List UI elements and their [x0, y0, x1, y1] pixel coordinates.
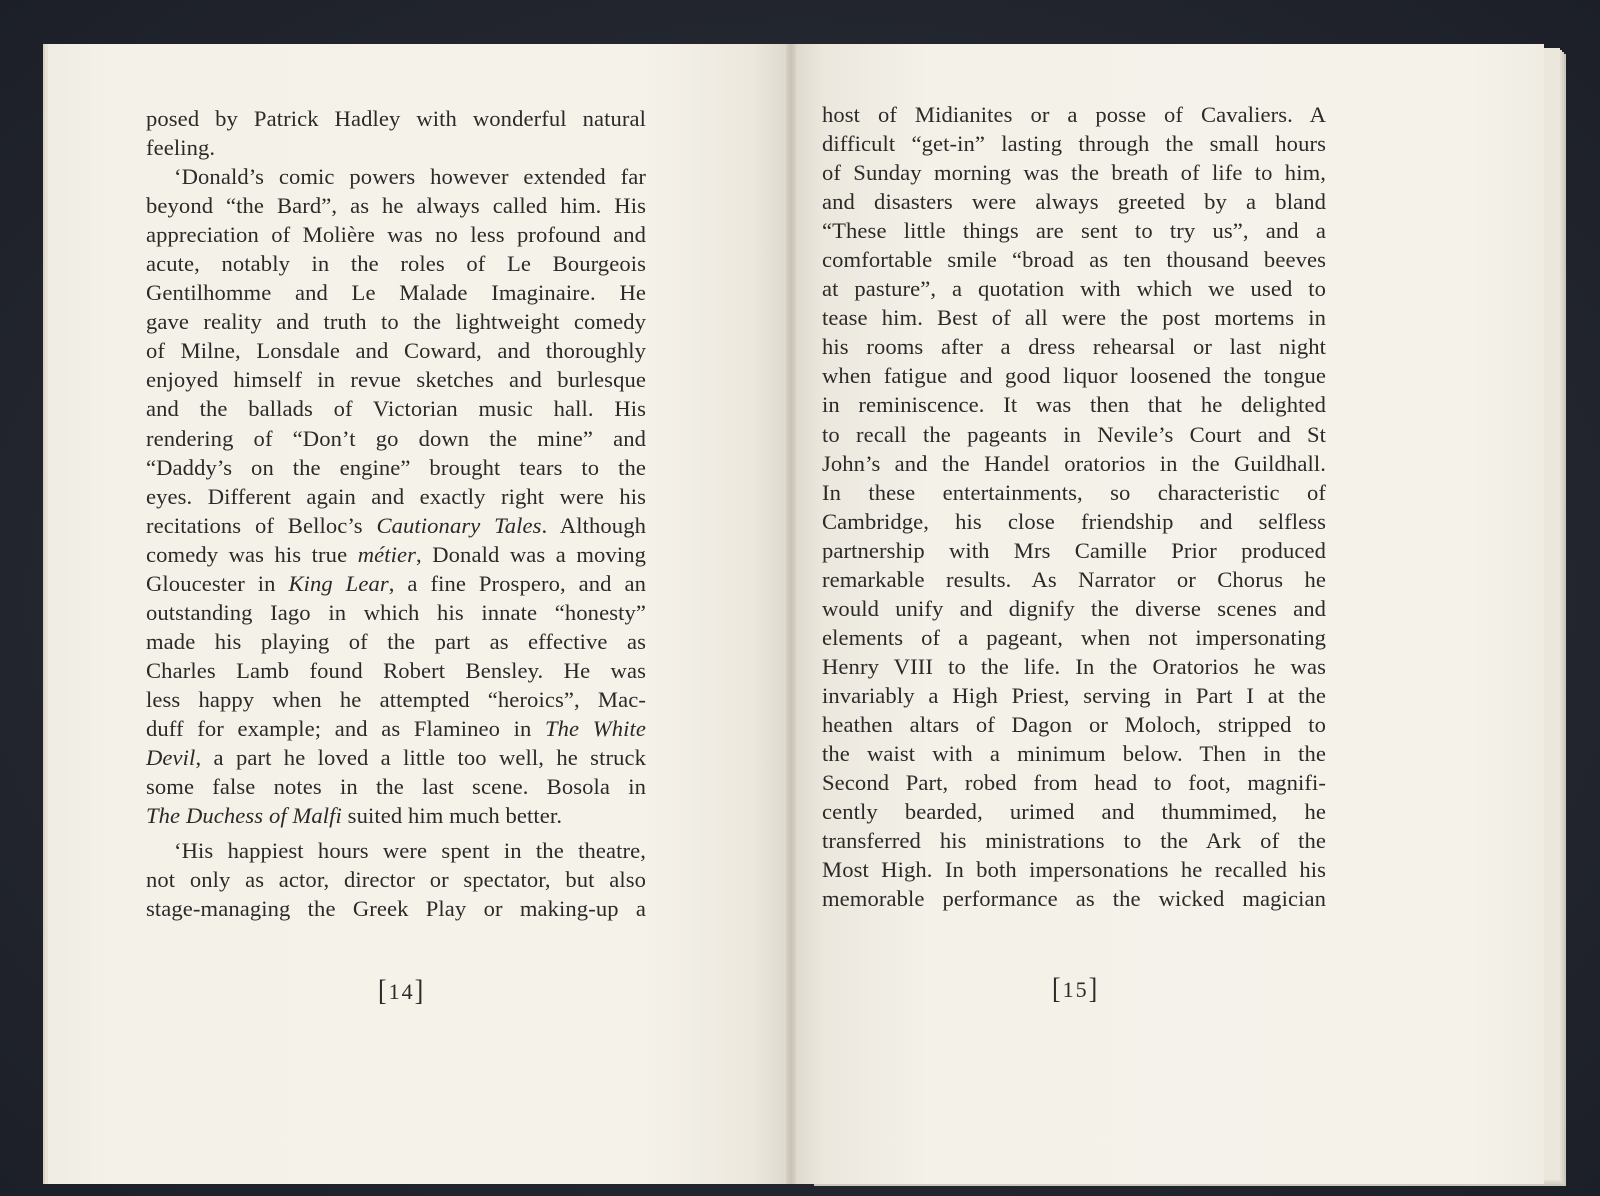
right-folio-value: 15	[1062, 977, 1089, 1002]
text-segment: . Although	[541, 512, 646, 538]
text-line: Second Part, robed from head to foot, magnifi-	[822, 770, 1326, 796]
text-line: would unify and dignify the diverse scenes and	[822, 595, 1326, 621]
text-line: elements of a pageant, when not impersonating	[822, 624, 1326, 650]
text-line	[146, 307, 646, 336]
left-page-number: [14]	[378, 973, 426, 1008]
text-line: when fatigue and good liquor loosened the tongue	[822, 363, 1326, 389]
text-line: host of Midianites or a posse of Cavaliers. A	[822, 102, 1326, 127]
text-segment: less happy when he attempted “heroics”, Mac-	[146, 686, 646, 712]
italic-title: The Duchess of Malfi	[146, 803, 342, 829]
text-segment: stage-managing the Greek Play or making-up a	[146, 896, 646, 922]
text-line: the waist with a minimum below. Then in the	[822, 741, 1326, 767]
text-line	[146, 394, 646, 423]
text-line: In these entertainments, so characteristic of	[822, 479, 1326, 505]
left-page-text	[146, 104, 646, 923]
text-line	[146, 424, 646, 453]
text-segment: eyes. Different again and exactly right were his	[146, 483, 646, 509]
text-line: memorable performance as the wicked magician	[822, 886, 1326, 912]
text-segment: Gentilhomme and Le Malade Imaginaire. He	[146, 280, 646, 306]
text-segment: outstanding Iago in which his innate “honesty”	[146, 599, 646, 625]
text-segment: , a fine Prospero, and an	[388, 570, 646, 596]
text-line	[146, 104, 646, 133]
left-folio-value: 14	[388, 979, 415, 1004]
book-gutter	[786, 44, 796, 1184]
italic-title: The White	[545, 715, 646, 741]
text-line	[146, 511, 646, 540]
text-line	[146, 865, 646, 894]
text-line: Cambridge, his close friendship and selfless	[822, 508, 1326, 534]
text-line: his rooms after a dress rehearsal or last night	[822, 334, 1326, 360]
text-line: comfortable smile “broad as ten thousand beeves	[822, 247, 1326, 273]
text-line: heathen altars of Dagon or Moloch, stripped to	[822, 711, 1326, 737]
text-line: “These little things are sent to try us”, and a	[822, 218, 1326, 244]
text-segment: , Donald was a moving	[416, 541, 647, 567]
text-line: partnership with Mrs Camille Prior produced	[822, 537, 1326, 563]
text-line: to recall the pageants in Nevile’s Court and St	[822, 421, 1326, 447]
text-line	[146, 482, 646, 511]
text-line: invariably a High Priest, serving in Part I at the	[822, 682, 1326, 708]
text-line	[146, 627, 646, 656]
text-line: difficult “get-in” lasting through the small hours	[822, 131, 1326, 157]
text-segment: made his playing of the part as effective as	[146, 628, 646, 654]
text-line	[146, 894, 646, 923]
text-line	[146, 836, 646, 865]
text-segment: beyond “the Bard”, as he always called him. His	[146, 193, 646, 219]
text-line: in reminiscence. It was then that he delighted	[822, 392, 1326, 418]
text-segment: appreciation of Molière was no less profound and	[146, 222, 646, 248]
text-segment: posed by Patrick Hadley with wonderful natural	[146, 106, 646, 131]
text-line	[146, 453, 646, 482]
italic-title: King Lear	[288, 570, 389, 596]
text-segment: ‘His happiest hours were spent in the theatre,	[174, 838, 646, 864]
text-segment: Gloucester in	[146, 570, 289, 596]
text-segment: not only as actor, director or spectator, but also	[146, 867, 646, 893]
text-line: Henry VIII to the life. In the Oratorios he was	[822, 653, 1326, 679]
text-segment: Charles Lamb found Robert Bensley. He was	[146, 657, 646, 683]
text-segment: “Daddy’s on the engine” brought tears to the	[146, 454, 646, 480]
text-line	[146, 133, 646, 162]
text-line	[146, 220, 646, 249]
text-line	[146, 336, 646, 365]
text-line	[146, 162, 646, 191]
text-line	[146, 598, 646, 627]
text-line	[146, 714, 646, 743]
text-segment: enjoyed himself in revue sketches and burlesque	[146, 367, 646, 393]
text-segment: some false notes in the last scene. Bosola in	[146, 774, 646, 800]
text-line: remarkable results. As Narrator or Chorus he	[822, 566, 1326, 592]
right-page-number: [15]	[1052, 971, 1100, 1006]
text-segment: feeling.	[146, 135, 216, 161]
text-segment: rendering of “Don’t go down the mine” and	[146, 425, 646, 451]
italic-title: métier	[357, 541, 417, 567]
text-line: of Sunday morning was the breath of life to him,	[822, 160, 1326, 186]
right-page-text	[822, 100, 1326, 913]
text-line: transferred his ministrations to the Ark of the	[822, 828, 1326, 854]
text-line: and disasters were always greeted by a bland	[822, 189, 1326, 215]
italic-title: Devil	[146, 745, 196, 771]
text-line: cently bearded, urimed and thummimed, he	[822, 799, 1326, 825]
text-segment: of Milne, Lonsdale and Coward, and thoroughly	[146, 338, 646, 364]
text-line	[146, 249, 646, 278]
text-segment: and the ballads of Victorian music hall. His	[146, 396, 646, 422]
text-line	[146, 772, 646, 801]
text-segment: , a part he loved a little too well, he struck	[195, 745, 646, 771]
text-line: tease him. Best of all were the post mortems in	[822, 305, 1326, 331]
text-line	[146, 743, 646, 772]
text-segment: comedy was his true	[146, 541, 358, 567]
text-line	[146, 191, 646, 220]
text-line	[146, 365, 646, 394]
text-segment: duff for example; and as Flamineo in	[146, 715, 545, 741]
text-line	[146, 656, 646, 685]
italic-title: Cautionary Tales	[376, 512, 542, 538]
text-line: at pasture”, a quotation with which we used to	[822, 276, 1326, 302]
text-segment: acute, notably in the roles of Le Bourgeois	[146, 251, 646, 277]
text-segment: ‘Donald’s comic powers however extended far	[174, 164, 646, 190]
text-line	[146, 685, 646, 714]
text-line: Most High. In both impersonations he recalled his	[822, 857, 1326, 883]
text-line: John’s and the Handel oratorios in the Guildhall.	[822, 450, 1326, 476]
text-line	[146, 540, 646, 569]
text-line	[146, 569, 646, 598]
text-segment: gave reality and truth to the lightweight comedy	[146, 309, 646, 335]
text-line	[146, 278, 646, 307]
text-segment: suited him much better.	[341, 803, 563, 829]
text-line	[146, 801, 646, 830]
text-segment: recitations of Belloc’s	[146, 512, 377, 538]
